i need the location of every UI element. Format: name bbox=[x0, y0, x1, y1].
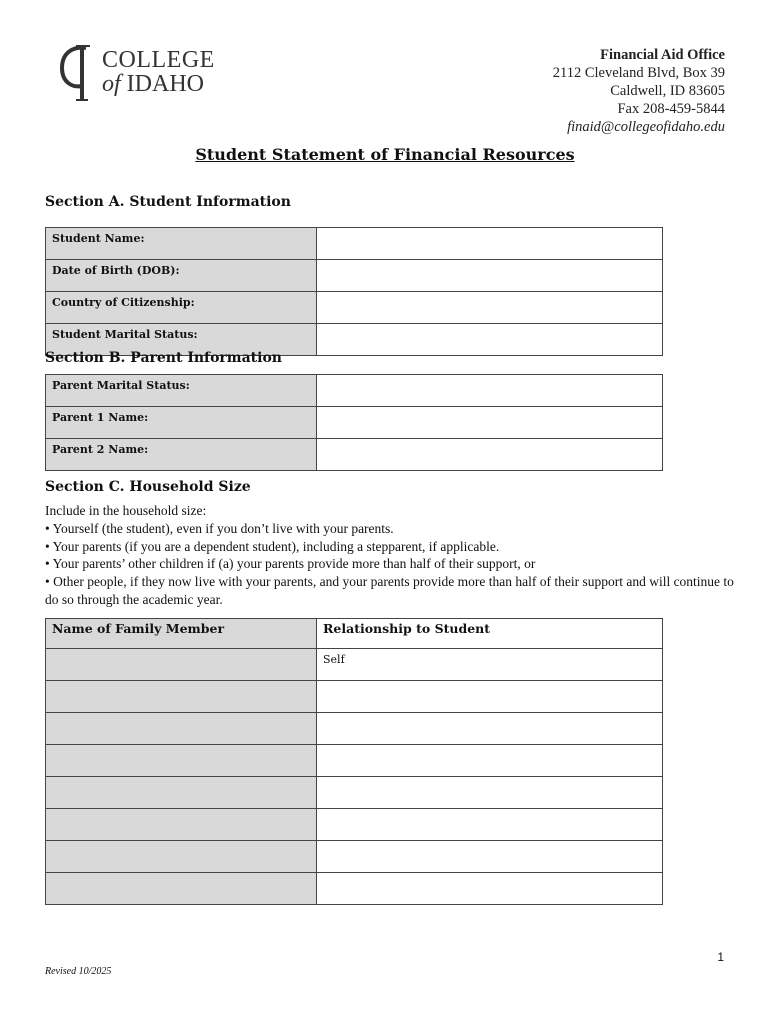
office-street: 2112 Cleveland Blvd, Box 39 bbox=[552, 65, 725, 81]
office-address bbox=[553, 46, 725, 136]
table-row bbox=[46, 713, 663, 745]
household-bullet: • Your parents’ other children if (a) your parents provide more than half of their support, or bbox=[45, 556, 536, 572]
family-member-name-field[interactable] bbox=[46, 681, 317, 713]
logo-text-of: of bbox=[102, 71, 121, 97]
logo-text-college: COLLEGE bbox=[102, 47, 215, 73]
family-member-name-field[interactable] bbox=[46, 649, 317, 681]
family-member-name-field[interactable] bbox=[46, 841, 317, 873]
relationship-field[interactable] bbox=[317, 713, 663, 745]
family-member-name-field[interactable] bbox=[46, 777, 317, 809]
section-b-heading: Section B. Parent Information bbox=[45, 350, 282, 366]
table-row bbox=[46, 407, 663, 439]
table-row bbox=[46, 745, 663, 777]
family-member-name-field[interactable] bbox=[46, 809, 317, 841]
student-name-field[interactable] bbox=[317, 228, 663, 260]
relationship-field[interactable]: Self bbox=[317, 649, 663, 681]
dob-label: Date of Birth (DOB): bbox=[46, 260, 317, 292]
family-member-name-field[interactable] bbox=[46, 873, 317, 905]
logo-text-idaho bbox=[102, 72, 204, 96]
family-member-name-field[interactable] bbox=[46, 713, 317, 745]
office-name: Financial Aid Office bbox=[600, 47, 725, 63]
table-row bbox=[46, 873, 663, 905]
office-city: Caldwell, ID 83605 bbox=[610, 83, 725, 99]
section-a-heading: Section A. Student Information bbox=[45, 194, 291, 210]
table-row bbox=[46, 777, 663, 809]
table-row bbox=[46, 439, 663, 471]
student-marital-status-field[interactable] bbox=[317, 324, 663, 356]
student-name-label: Student Name: bbox=[46, 228, 317, 260]
citizenship-label: Country of Citizenship: bbox=[46, 292, 317, 324]
parent-2-name-field[interactable] bbox=[317, 439, 663, 471]
relationship-header: Relationship to Student bbox=[317, 619, 663, 649]
student-marital-status-label: Student Marital Status: bbox=[46, 324, 317, 356]
table-row bbox=[46, 260, 663, 292]
parent-1-name-field[interactable] bbox=[317, 407, 663, 439]
document-title: Student Statement of Financial Resources bbox=[195, 145, 575, 164]
household-instructions bbox=[45, 502, 735, 609]
relationship-field[interactable] bbox=[317, 745, 663, 777]
dob-field[interactable] bbox=[317, 260, 663, 292]
citizenship-field[interactable] bbox=[317, 292, 663, 324]
relationship-field[interactable] bbox=[317, 809, 663, 841]
college-logo-mark-icon bbox=[56, 42, 100, 102]
parent-marital-status-field[interactable] bbox=[317, 375, 663, 407]
college-logo bbox=[56, 42, 226, 102]
section-c-heading: Section C. Household Size bbox=[45, 479, 251, 495]
parent-marital-status-label: Parent Marital Status: bbox=[46, 375, 317, 407]
table-row bbox=[46, 809, 663, 841]
household-intro: Include in the household size: bbox=[45, 503, 207, 518]
parent-1-name-label: Parent 1 Name: bbox=[46, 407, 317, 439]
parent-2-name-label: Parent 2 Name: bbox=[46, 439, 317, 471]
table-row bbox=[46, 228, 663, 260]
office-email: finaid@collegeofidaho.edu bbox=[567, 119, 725, 135]
table-row bbox=[46, 681, 663, 713]
household-bullet: • Your parents (if you are a dependent student), including a stepparent, if applicable. bbox=[45, 538, 500, 554]
table-row bbox=[46, 292, 663, 324]
page-number: 1 bbox=[717, 950, 724, 964]
family-member-header: Name of Family Member bbox=[46, 619, 317, 649]
relationship-field[interactable] bbox=[317, 873, 663, 905]
household-bullet: • Other people, if they now live with your parents, and your parents provide more than half of their support and will continue to do so through the academic year. bbox=[45, 574, 734, 607]
student-info-table bbox=[45, 227, 663, 356]
office-fax: Fax 208-459-5844 bbox=[617, 101, 725, 117]
relationship-field[interactable] bbox=[317, 841, 663, 873]
relationship-field[interactable] bbox=[317, 777, 663, 809]
parent-info-table bbox=[45, 374, 663, 471]
household-table bbox=[45, 618, 663, 905]
revision-date: Revised 10/2025 bbox=[45, 966, 112, 977]
table-row bbox=[46, 841, 663, 873]
table-row bbox=[46, 649, 663, 681]
table-row bbox=[46, 375, 663, 407]
family-member-name-field[interactable] bbox=[46, 745, 317, 777]
table-header-row bbox=[46, 619, 663, 649]
relationship-field[interactable] bbox=[317, 681, 663, 713]
household-bullet: • Yourself (the student), even if you don’t live with your parents. bbox=[45, 520, 394, 536]
logo-text-name: IDAHO bbox=[126, 71, 204, 97]
